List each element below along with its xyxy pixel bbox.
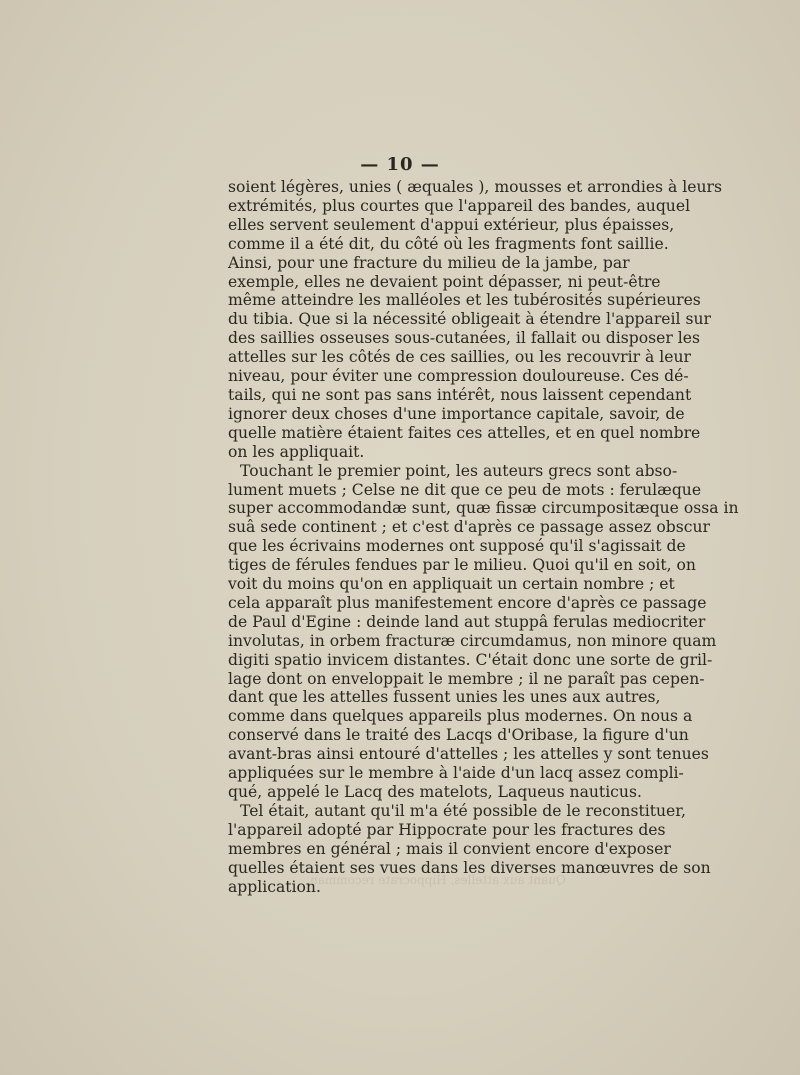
text-line: soient légères, unies ( æquales ), mousses et arrondies à leurs (228, 178, 722, 196)
text-line: des saillies osseuses sous-cutanées, il fallait ou disposer les (228, 329, 700, 348)
text-line: Ainsi, pour une fracture du milieu de la jambe, par (228, 253, 630, 272)
paragraph-2 (228, 461, 739, 802)
text-line: tails, qui ne sont pas sans intérêt, nous laissent cependant (228, 385, 692, 404)
text-line: conservé dans le traité des Lacqs d'Oribase, la figure d'un (228, 726, 689, 745)
text-line: digiti spatio invicem distantes. C'était donc une sorte de gril- (228, 650, 713, 669)
page-number: — 10 — (360, 154, 440, 175)
text-line: exemple, elles ne devaient point dépasser, ni peut-être (228, 272, 661, 291)
text-line: quelle matière étaient faites ces attelles, et en quel nombre (228, 423, 701, 442)
text-line: on les appliquait. (228, 442, 365, 461)
text-line: involutas, in orbem fracturæ circumdamus, non minore quam (228, 631, 717, 650)
text-line: lage dont on enveloppait le membre ; il ne paraît pas cepen- (228, 669, 705, 688)
text-line: suâ sede continent ; et c'est d'après ce passage assez obscur (228, 518, 710, 537)
paragraph-1 (228, 178, 722, 462)
text-line: du tibia. Que si la nécessité obligeait à étendre l'appareil sur (228, 310, 711, 329)
text-line: appliquées sur le membre à l'aide d'un lacq assez compli- (228, 764, 684, 783)
text-line: dant que les attelles fussent unies les unes aux autres, (228, 688, 661, 707)
text-line: qué, appelé le Lacq des matelots, Laqueus nauticus. (228, 783, 642, 801)
text-line: elles servent seulement d'appui extérieur, plus épaisses, (228, 215, 675, 234)
text-line: Touchant le premier point, les auteurs grecs sont abso- (240, 461, 678, 480)
text-line: ignorer deux choses d'une importance capitale, savoir, de (228, 404, 685, 423)
text-line: attelles sur les côtés de ces saillies, ou les recouvrir à leur (228, 348, 691, 367)
text-line: comme dans quelques appareils plus modernes. On nous a (228, 707, 693, 726)
text-line: l'appareil adopté par Hippocrate pour les fractures des (228, 820, 666, 839)
text-line: que les écrivains modernes ont supposé qu'il s'agissait de (228, 537, 686, 556)
text-line: de Paul d'Egine : deinde land aut stuppâ ferulas mediocriter (228, 612, 706, 631)
text-line: comme il a été dit, du côté où les fragments font saillie. (228, 234, 669, 253)
text-line: voit du moins qu'on en appliquait un certain nombre ; et (228, 575, 675, 594)
text-line: application. (228, 877, 321, 896)
text-line: lument muets ; Celse ne dit que ce peu de mots : ferulæque (228, 480, 702, 499)
text-line: super accommodandæ sunt, quæ fissæ circumpositæque ossa in (228, 499, 739, 518)
text-line: membres en général ; mais il convient encore d'exposer (228, 839, 671, 858)
body-text (228, 178, 739, 896)
text-line: quelles étaient ses vues dans les diverses manœuvres de son (228, 858, 711, 877)
bleed-through-text: Quant aux attelles, Hippocrate recomman (310, 873, 566, 887)
text-line: Tel était, autant qu'il m'a été possible de le reconstituer, (240, 801, 686, 820)
text-line: niveau, pour éviter une compression douloureuse. Ces dé- (228, 367, 689, 386)
text-line: extrémités, plus courtes que l'appareil des bandes, auquel (228, 196, 691, 215)
text-line: cela apparaît plus manifestement encore d'après ce passage (228, 593, 707, 612)
text-line: avant-bras ainsi entouré d'attelles ; les attelles y sont tenues (228, 745, 709, 764)
text-line: même atteindre les malléoles et les tubérosités supérieures (228, 291, 701, 310)
text-line: tiges de férules fendues par le milieu. Quoi qu'il en soit, on (228, 556, 696, 575)
